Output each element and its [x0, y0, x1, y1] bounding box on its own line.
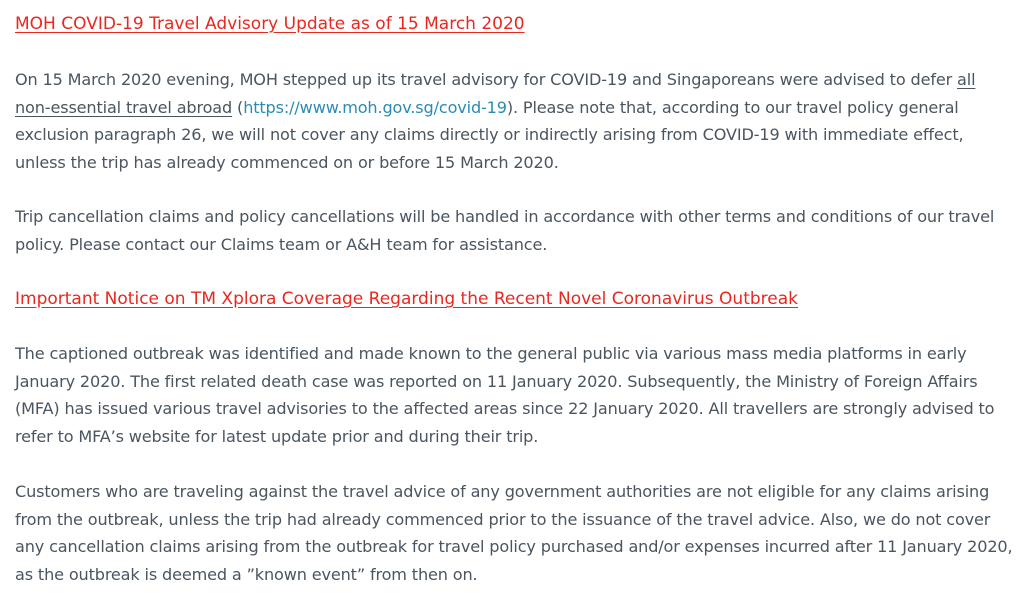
non-essential-travel-link[interactable]: all non-essential travel abroad	[15, 70, 976, 117]
covid-advisory-paragraph	[15, 66, 1015, 176]
eligibility-exclusion-paragraph: Customers who are traveling against the travel advice of any government authorities are not eligible for any claims arising from the outbreak, unless the trip had already commenced prior to the issuance of the travel advice. Also, we do not cover any cancellation claims arising from the outbreak for travel policy purchased and/or expenses incurred after 11 January 2020, as the outbreak is deemed a ”known event” from then on.	[15, 482, 1013, 584]
advisory-text-rest: ). Please note that, according to our travel policy general exclusion paragraph 26, we will not cover any claims directly or indirectly arising from COVID-19 with immediate effect, unless the trip has already commenced on or before 15 March 2020.	[15, 97, 964, 172]
advisory-text-intro: On 15 March 2020 evening, MOH stepped up its travel advisory for COVID-19 and Singaporeans were advised to defer	[15, 70, 958, 89]
outbreak-background-paragraph: The captioned outbreak was identified and made known to the general public via various mass media platforms in early January 2020. The first related death case was reported on 11 January 2020. Subsequently, the Ministry of Foreign Affairs (MFA) has issued various travel advisories to the affected areas since 22 January 2020. All travellers are strongly advised to refer to MFA’s website for latest update prior and during their trip.	[15, 344, 995, 446]
cancellation-claims-paragraph: Trip cancellation claims and policy cancellations will be handled in accordance with other terms and conditions of our travel policy. Please contact our Claims team or A&H team for assistance.	[15, 207, 995, 254]
covid-advisory-heading-link[interactable]: MOH COVID-19 Travel Advisory Update as of 15 March 2020	[15, 14, 525, 34]
moh-covid-url-link[interactable]: https://www.moh.gov.sg/covid-19	[243, 97, 507, 117]
coronavirus-notice-heading-link[interactable]: Important Notice on TM Xplora Coverage Regarding the Recent Novel Coronavirus Outbreak	[15, 289, 799, 309]
paren-open: (	[232, 97, 244, 117]
